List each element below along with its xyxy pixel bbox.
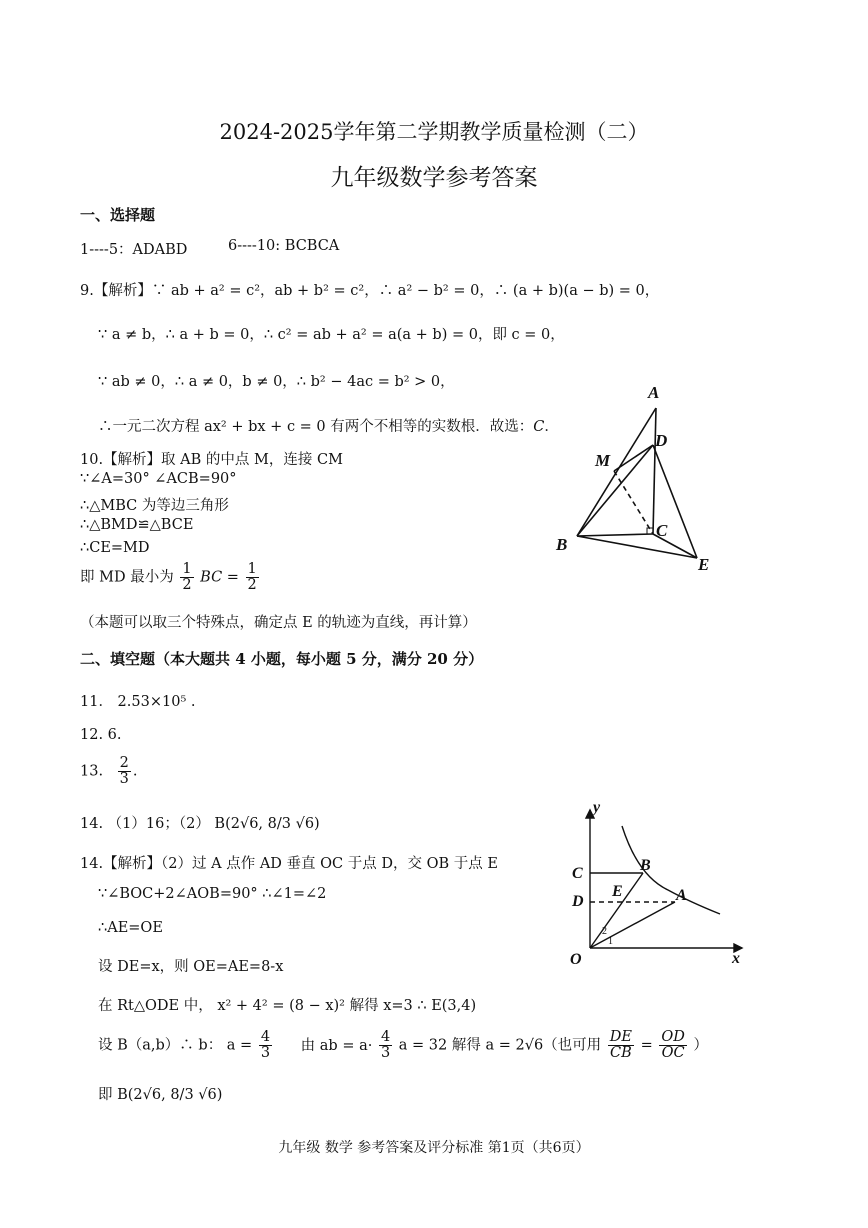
q14-f2-num: OD <box>661 1029 685 1045</box>
section-heading-choice: 一、选择题 <box>80 206 156 224</box>
q10-line-5: ∴CE=MD <box>80 540 150 556</box>
q9-l4a: ∴一元二次方程 ax² + bx + c = 0 有两个不相等的实数根．故选： <box>98 419 534 435</box>
segment-md <box>614 445 653 471</box>
q10-line-3: ∴△MBC 为等边三角形 <box>80 498 229 514</box>
q9-line-1 <box>80 279 659 300</box>
q14-line-6 <box>98 1030 708 1061</box>
q14-f1-num: DE <box>609 1029 633 1045</box>
q13-num: 2 <box>119 755 129 771</box>
q9-l4c: ． <box>544 419 559 435</box>
segment-ac <box>653 408 656 534</box>
segment-be <box>577 536 697 558</box>
label-d: D <box>572 893 584 910</box>
hyperbola-curve <box>622 826 720 914</box>
q14-l6-num2: 4 <box>380 1029 391 1045</box>
label-o: O <box>570 951 582 968</box>
q10-note: （本题可以取三个特殊点，确定点 E 的轨迹为直线，再计算） <box>80 615 477 631</box>
q14-f1-den: CB <box>610 1045 632 1062</box>
segment-bc <box>577 534 653 536</box>
q10-line-1: 10.【解析】取 AB 的中点 M，连接 CM <box>80 452 343 468</box>
q14-line-2: ∵∠BOC+2∠AOB=90° ∴∠1=∠2 <box>98 886 327 902</box>
angle-label-2: 2 <box>602 926 607 937</box>
answers-6-10: 6----10: BCBCA <box>228 238 340 254</box>
q14-figure <box>560 798 760 970</box>
q14-l6-den: 3 <box>260 1045 271 1062</box>
label-a: A <box>676 887 687 904</box>
q14-l6d: a = 32 解得 a = 2√6（也可用 <box>398 1037 602 1054</box>
q13-label: 13. <box>80 763 104 780</box>
q10-l6-mid: BC = <box>200 569 239 586</box>
q14-l6-den2: 3 <box>380 1045 391 1062</box>
q14-line-7: 即 B(2√6, 8/3 √6) <box>98 1087 223 1103</box>
q11-answer: 11． 2.53×10⁵ . <box>80 694 196 710</box>
q12-answer: 12. 6. <box>80 727 122 743</box>
q14-l6a: 设 B（a,b）∴ b： a = <box>98 1037 253 1054</box>
segment-de <box>653 445 697 558</box>
q14-close: ） <box>693 1037 709 1054</box>
angle-label-1: 1 <box>608 936 613 947</box>
q9-line-2: ∵ a ≠ b，∴ a + b = 0，∴ c² = ab + a² = a(a + b) = 0，即 c = 0， <box>98 327 565 343</box>
q14-line-3: ∴AE=OE <box>98 920 163 936</box>
q14-answer: 14. （1）16；（2） B(2√6, 8/3 √6) <box>80 816 320 832</box>
q10-l6-prefix: 即 MD 最小为 <box>80 569 174 586</box>
page-title: 2024-2025学年第二学期教学质量检测（二） <box>219 120 649 144</box>
q13-answer: 13. $\frac{2}{3}$ . <box>80 755 138 788</box>
label-m: M <box>595 451 611 470</box>
q10-line-4: ∴△BMD≌△BCE <box>80 517 194 533</box>
q10-line-6 <box>80 562 261 593</box>
segment-ab <box>577 408 656 536</box>
q10-res-num: 1 <box>247 561 257 577</box>
segment-mc-dashed <box>614 471 653 534</box>
q9-line-4 <box>98 415 559 436</box>
q10-frac-num: 1 <box>182 561 192 577</box>
label-e: E <box>698 555 710 574</box>
label-a: A <box>648 383 660 402</box>
label-x: x <box>732 950 740 967</box>
q10-frac-den: 2 <box>182 577 192 594</box>
q14-f2-den: OC <box>661 1045 685 1062</box>
q14-line-1: 14.【解析】（2）过 A 点作 AD 垂直 OC 于点 D，交 OB 于点 E <box>80 856 498 872</box>
answers-1-5: 1----5：ADABD <box>80 242 188 258</box>
q14-eq: = <box>640 1037 653 1054</box>
label-e: E <box>612 883 623 900</box>
q14-l6c: 由 ab = a· <box>300 1037 373 1054</box>
segment-bd <box>577 445 653 536</box>
q14-line-5: 在 Rt△ODE 中， x² + 4² = (8 − x)² 解得 x=3 ∴ E(3,4) <box>98 998 477 1014</box>
q10-line-2: ∵∠A=30° ∠ACB=90° <box>80 471 237 487</box>
label-c: C <box>656 521 668 540</box>
label-d: D <box>655 431 668 450</box>
label-b: B <box>556 535 568 554</box>
label-c: C <box>572 865 583 882</box>
q9-l4b: C <box>533 419 545 435</box>
q14-line-4: 设 DE=x，则 OE=AE=8-x <box>98 959 284 975</box>
q14-l6-num: 4 <box>260 1029 271 1045</box>
q9-line-3: ∵ ab ≠ 0，∴ a ≠ 0，b ≠ 0，∴ b² − 4ac = b² > 0， <box>98 374 455 390</box>
label-y: y <box>593 799 601 816</box>
q9-l1: ∵ ab + a² = c²，ab + b² = c²，∴ a² − b² = 0，∴ (a + b)(a − b) = 0， <box>151 283 660 299</box>
q9-label: 9.【解析】 <box>80 283 152 299</box>
segment-oa <box>590 902 675 948</box>
section-heading-fill: 二、填空题（本大题共 4 小题，每小题 5 分，满分 20 分） <box>80 650 484 668</box>
q10-figure <box>540 378 730 578</box>
page-footer: 九年级 数学 参考答案及评分标准 第1页（共6页） <box>278 1140 590 1156</box>
label-b: B <box>640 857 651 874</box>
q13-den: 3 <box>119 771 129 788</box>
q10-res-den: 2 <box>247 577 257 594</box>
page-subtitle: 九年级数学参考答案 <box>330 165 538 191</box>
